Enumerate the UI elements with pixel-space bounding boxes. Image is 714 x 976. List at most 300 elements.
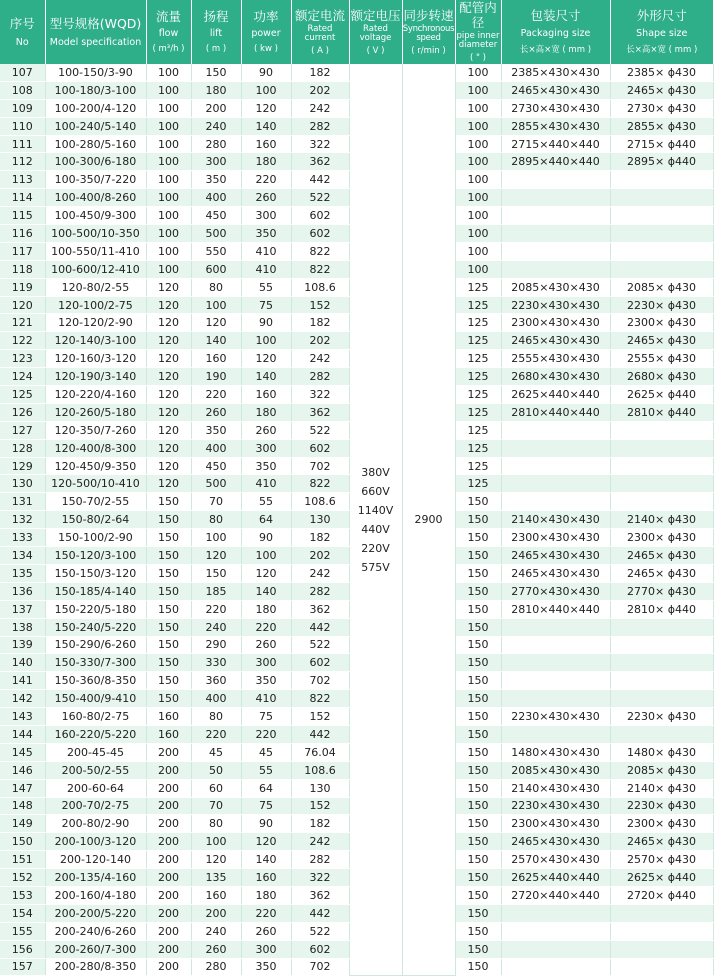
row-shape-size bbox=[610, 904, 713, 922]
row-current: 242 bbox=[291, 350, 349, 368]
row-no: 127 bbox=[0, 421, 45, 439]
row-pack-size: 1480×430×430 bbox=[501, 743, 610, 761]
row-power: 180 bbox=[241, 403, 291, 421]
row-pack-size bbox=[501, 493, 610, 511]
row-shape-size: 1480× ϕ430 bbox=[610, 743, 713, 761]
row-power: 100 bbox=[241, 81, 291, 99]
row-model: 200-60-64 bbox=[45, 779, 146, 797]
row-pack-size: 2085×430×430 bbox=[501, 761, 610, 779]
header-pack-size bbox=[501, 0, 610, 64]
row-power: 64 bbox=[241, 779, 291, 797]
header-flow-unit: ( m³/h ) bbox=[152, 44, 185, 54]
row-power: 45 bbox=[241, 743, 291, 761]
row-current: 602 bbox=[291, 439, 349, 457]
row-power: 350 bbox=[241, 672, 291, 690]
row-current: 152 bbox=[291, 797, 349, 815]
row-model: 150-80/2-64 bbox=[45, 511, 146, 529]
row-lift: 190 bbox=[191, 368, 241, 386]
row-pack-size bbox=[501, 225, 610, 243]
row-flow: 200 bbox=[146, 815, 191, 833]
row-no: 149 bbox=[0, 815, 45, 833]
row-pipe-diameter: 100 bbox=[455, 171, 501, 189]
row-shape-size bbox=[610, 922, 713, 940]
row-model: 120-400/8-300 bbox=[45, 439, 146, 457]
row-power: 75 bbox=[241, 708, 291, 726]
row-power: 140 bbox=[241, 582, 291, 600]
row-power: 410 bbox=[241, 242, 291, 260]
row-no: 110 bbox=[0, 117, 45, 135]
header-pack-unit: 长×高×宽 ( mm ) bbox=[519, 45, 592, 55]
row-pipe-diameter: 125 bbox=[455, 332, 501, 350]
row-pack-size: 2570×430×430 bbox=[501, 851, 610, 869]
row-no: 148 bbox=[0, 797, 45, 815]
row-pack-size: 2465×430×430 bbox=[501, 564, 610, 582]
row-shape-size bbox=[610, 439, 713, 457]
row-no: 144 bbox=[0, 725, 45, 743]
row-no: 141 bbox=[0, 672, 45, 690]
row-current: 182 bbox=[291, 314, 349, 332]
header-sync-zh: 同步转速 bbox=[403, 7, 454, 23]
row-lift: 220 bbox=[191, 600, 241, 618]
row-flow: 150 bbox=[146, 529, 191, 547]
row-pack-size bbox=[501, 242, 610, 260]
row-flow: 120 bbox=[146, 332, 191, 350]
row-shape-size: 2140× ϕ430 bbox=[610, 511, 713, 529]
row-pack-size: 2810×440×440 bbox=[501, 403, 610, 421]
row-pipe-diameter: 150 bbox=[455, 869, 501, 887]
row-no: 155 bbox=[0, 922, 45, 940]
row-power: 410 bbox=[241, 690, 291, 708]
row-no: 121 bbox=[0, 314, 45, 332]
row-pipe-diameter: 125 bbox=[455, 368, 501, 386]
row-shape-size bbox=[610, 260, 713, 278]
row-no: 157 bbox=[0, 958, 45, 976]
row-flow: 120 bbox=[146, 368, 191, 386]
row-lift: 290 bbox=[191, 636, 241, 654]
row-flow: 150 bbox=[146, 654, 191, 672]
row-pipe-diameter: 125 bbox=[455, 439, 501, 457]
voltage-option: 660V bbox=[361, 484, 390, 498]
row-flow: 160 bbox=[146, 725, 191, 743]
row-pack-size bbox=[501, 171, 610, 189]
row-no: 135 bbox=[0, 564, 45, 582]
row-flow: 200 bbox=[146, 833, 191, 851]
header-voltage-zh: 额定电压 bbox=[350, 7, 401, 23]
row-flow: 200 bbox=[146, 958, 191, 976]
row-no: 109 bbox=[0, 99, 45, 117]
row-lift: 300 bbox=[191, 153, 241, 171]
row-flow: 100 bbox=[146, 260, 191, 278]
row-flow: 200 bbox=[146, 869, 191, 887]
row-pack-size: 2300×430×430 bbox=[501, 529, 610, 547]
row-flow: 100 bbox=[146, 207, 191, 225]
row-current: 322 bbox=[291, 869, 349, 887]
row-current: 182 bbox=[291, 815, 349, 833]
row-lift: 80 bbox=[191, 708, 241, 726]
row-pack-size: 2085×430×430 bbox=[501, 278, 610, 296]
header-shape-zh: 外形尺寸 bbox=[636, 8, 687, 23]
row-no: 142 bbox=[0, 690, 45, 708]
row-pack-size: 2465×430×430 bbox=[501, 547, 610, 565]
row-pack-size: 2300×430×430 bbox=[501, 815, 610, 833]
header-current bbox=[291, 0, 349, 64]
header-lift-zh: 扬程 bbox=[203, 9, 229, 24]
rated-voltage-cell bbox=[349, 64, 402, 976]
row-pack-size bbox=[501, 260, 610, 278]
row-current: 322 bbox=[291, 135, 349, 153]
row-pack-size: 2555×430×430 bbox=[501, 350, 610, 368]
row-current: 108.6 bbox=[291, 278, 349, 296]
row-lift: 80 bbox=[191, 511, 241, 529]
row-shape-size: 2895× ϕ440 bbox=[610, 153, 713, 171]
row-pipe-diameter: 100 bbox=[455, 99, 501, 117]
row-lift: 280 bbox=[191, 135, 241, 153]
row-pipe-diameter: 125 bbox=[455, 421, 501, 439]
row-flow: 100 bbox=[146, 64, 191, 81]
row-flow: 150 bbox=[146, 672, 191, 690]
row-pipe-diameter: 150 bbox=[455, 904, 501, 922]
header-no-en: No bbox=[15, 37, 29, 48]
header-pack-en: Packaging size bbox=[520, 28, 591, 39]
header-current-unit: ( A ) bbox=[311, 45, 329, 56]
row-flow: 100 bbox=[146, 225, 191, 243]
header-sync-speed bbox=[402, 0, 455, 64]
row-flow: 100 bbox=[146, 81, 191, 99]
header-shape-size bbox=[610, 0, 713, 64]
row-pack-size bbox=[501, 457, 610, 475]
row-no: 140 bbox=[0, 654, 45, 672]
row-pack-size bbox=[501, 618, 610, 636]
row-pipe-diameter: 100 bbox=[455, 260, 501, 278]
row-shape-size: 2570× ϕ430 bbox=[610, 851, 713, 869]
header-power-unit: ( kw ) bbox=[254, 44, 278, 54]
row-pack-size: 2465×430×430 bbox=[501, 833, 610, 851]
header-voltage-unit: ( V ) bbox=[366, 45, 385, 56]
row-no: 153 bbox=[0, 886, 45, 904]
row-power: 160 bbox=[241, 869, 291, 887]
row-power: 75 bbox=[241, 296, 291, 314]
row-power: 120 bbox=[241, 99, 291, 117]
header-no-zh: 序号 bbox=[9, 16, 35, 31]
row-no: 138 bbox=[0, 618, 45, 636]
row-shape-size bbox=[610, 225, 713, 243]
row-shape-size bbox=[610, 207, 713, 225]
row-lift: 70 bbox=[191, 493, 241, 511]
row-no: 143 bbox=[0, 708, 45, 726]
row-model: 150-290/6-260 bbox=[45, 636, 146, 654]
row-pipe-diameter: 150 bbox=[455, 815, 501, 833]
row-lift: 500 bbox=[191, 225, 241, 243]
header-pipe-unit: ( " ) bbox=[470, 53, 486, 63]
row-lift: 50 bbox=[191, 761, 241, 779]
row-lift: 600 bbox=[191, 260, 241, 278]
row-pipe-diameter: 150 bbox=[455, 833, 501, 851]
row-model: 100-240/5-140 bbox=[45, 117, 146, 135]
row-lift: 330 bbox=[191, 654, 241, 672]
row-no: 128 bbox=[0, 439, 45, 457]
row-model: 150-120/3-100 bbox=[45, 547, 146, 565]
row-shape-size: 2625× ϕ440 bbox=[610, 869, 713, 887]
row-pack-size: 2895×440×440 bbox=[501, 153, 610, 171]
row-flow: 150 bbox=[146, 690, 191, 708]
row-flow: 120 bbox=[146, 439, 191, 457]
row-power: 180 bbox=[241, 886, 291, 904]
row-pipe-diameter: 125 bbox=[455, 296, 501, 314]
voltage-option: 220V bbox=[361, 541, 390, 555]
row-model: 120-80/2-55 bbox=[45, 278, 146, 296]
row-no: 130 bbox=[0, 475, 45, 493]
row-pipe-diameter: 100 bbox=[455, 135, 501, 153]
row-pack-size: 2230×430×430 bbox=[501, 708, 610, 726]
row-shape-size bbox=[610, 654, 713, 672]
row-current: 442 bbox=[291, 171, 349, 189]
row-pack-size: 2140×430×430 bbox=[501, 511, 610, 529]
row-no: 147 bbox=[0, 779, 45, 797]
row-flow: 120 bbox=[146, 278, 191, 296]
row-current: 76.04 bbox=[291, 743, 349, 761]
row-shape-size: 2085× ϕ430 bbox=[610, 761, 713, 779]
row-pack-size bbox=[501, 439, 610, 457]
row-power: 55 bbox=[241, 278, 291, 296]
row-power: 180 bbox=[241, 153, 291, 171]
row-lift: 220 bbox=[191, 386, 241, 404]
row-no: 123 bbox=[0, 350, 45, 368]
row-pipe-diameter: 125 bbox=[455, 386, 501, 404]
row-model: 120-140/3-100 bbox=[45, 332, 146, 350]
row-flow: 120 bbox=[146, 314, 191, 332]
row-model: 120-120/2-90 bbox=[45, 314, 146, 332]
row-pipe-diameter: 150 bbox=[455, 940, 501, 958]
row-pack-size: 2300×430×430 bbox=[501, 314, 610, 332]
row-lift: 450 bbox=[191, 457, 241, 475]
row-flow: 120 bbox=[146, 403, 191, 421]
row-current: 242 bbox=[291, 833, 349, 851]
row-lift: 120 bbox=[191, 314, 241, 332]
row-model: 200-120-140 bbox=[45, 851, 146, 869]
row-no: 150 bbox=[0, 833, 45, 851]
row-lift: 240 bbox=[191, 117, 241, 135]
header-flow bbox=[146, 0, 191, 64]
row-lift: 220 bbox=[191, 725, 241, 743]
row-current: 822 bbox=[291, 260, 349, 278]
row-pipe-diameter: 150 bbox=[455, 600, 501, 618]
row-model: 120-190/3-140 bbox=[45, 368, 146, 386]
header-current-en: Rated current bbox=[304, 23, 336, 43]
row-power: 140 bbox=[241, 117, 291, 135]
row-no: 119 bbox=[0, 278, 45, 296]
row-pipe-diameter: 150 bbox=[455, 761, 501, 779]
row-current: 202 bbox=[291, 332, 349, 350]
header-lift bbox=[191, 0, 241, 64]
row-shape-size bbox=[610, 171, 713, 189]
row-power: 180 bbox=[241, 600, 291, 618]
row-flow: 100 bbox=[146, 189, 191, 207]
row-model: 200-280/8-350 bbox=[45, 958, 146, 976]
row-lift: 280 bbox=[191, 958, 241, 976]
row-power: 140 bbox=[241, 368, 291, 386]
row-shape-size: 2465× ϕ430 bbox=[610, 564, 713, 582]
row-model: 200-160/4-180 bbox=[45, 886, 146, 904]
row-current: 362 bbox=[291, 600, 349, 618]
row-pack-size: 2770×430×430 bbox=[501, 582, 610, 600]
row-shape-size: 2230× ϕ430 bbox=[610, 797, 713, 815]
row-current: 442 bbox=[291, 725, 349, 743]
row-no: 114 bbox=[0, 189, 45, 207]
row-lift: 140 bbox=[191, 332, 241, 350]
row-model: 150-70/2-55 bbox=[45, 493, 146, 511]
row-model: 200-70/2-75 bbox=[45, 797, 146, 815]
header-no bbox=[0, 0, 45, 64]
row-current: 362 bbox=[291, 403, 349, 421]
header-current-zh: 额定电流 bbox=[294, 7, 345, 23]
row-pipe-diameter: 150 bbox=[455, 636, 501, 654]
row-model: 200-200/5-220 bbox=[45, 904, 146, 922]
row-flow: 100 bbox=[146, 99, 191, 117]
row-model: 160-80/2-75 bbox=[45, 708, 146, 726]
row-no: 145 bbox=[0, 743, 45, 761]
table-body bbox=[0, 64, 713, 976]
row-no: 126 bbox=[0, 403, 45, 421]
row-pack-size: 2385×430×430 bbox=[501, 64, 610, 81]
row-pack-size bbox=[501, 725, 610, 743]
row-current: 322 bbox=[291, 386, 349, 404]
row-model: 120-260/5-180 bbox=[45, 403, 146, 421]
row-no: 146 bbox=[0, 761, 45, 779]
row-shape-size: 2770× ϕ430 bbox=[610, 582, 713, 600]
row-flow: 120 bbox=[146, 350, 191, 368]
row-flow: 200 bbox=[146, 922, 191, 940]
row-shape-size: 2085× ϕ430 bbox=[610, 278, 713, 296]
row-lift: 240 bbox=[191, 922, 241, 940]
row-shape-size: 2230× ϕ430 bbox=[610, 296, 713, 314]
row-current: 822 bbox=[291, 242, 349, 260]
row-flow: 150 bbox=[146, 618, 191, 636]
row-shape-size: 2465× ϕ430 bbox=[610, 833, 713, 851]
row-flow: 200 bbox=[146, 851, 191, 869]
row-model: 150-330/7-300 bbox=[45, 654, 146, 672]
row-lift: 150 bbox=[191, 64, 241, 81]
row-model: 150-240/5-220 bbox=[45, 618, 146, 636]
row-current: 282 bbox=[291, 851, 349, 869]
header-power-en: power bbox=[251, 28, 281, 39]
row-model: 200-100/3-120 bbox=[45, 833, 146, 851]
row-shape-size bbox=[610, 189, 713, 207]
row-flow: 100 bbox=[146, 242, 191, 260]
row-no: 137 bbox=[0, 600, 45, 618]
row-pack-size: 2625×440×440 bbox=[501, 869, 610, 887]
row-power: 300 bbox=[241, 654, 291, 672]
row-power: 140 bbox=[241, 851, 291, 869]
row-lift: 70 bbox=[191, 797, 241, 815]
row-current: 130 bbox=[291, 779, 349, 797]
row-current: 602 bbox=[291, 654, 349, 672]
row-flow: 150 bbox=[146, 636, 191, 654]
row-pack-size: 2680×430×430 bbox=[501, 368, 610, 386]
row-pipe-diameter: 125 bbox=[455, 314, 501, 332]
voltage-option: 380V bbox=[361, 465, 390, 479]
row-flow: 100 bbox=[146, 117, 191, 135]
row-pack-size bbox=[501, 189, 610, 207]
row-pack-size bbox=[501, 654, 610, 672]
row-model: 100-280/5-160 bbox=[45, 135, 146, 153]
row-current: 442 bbox=[291, 904, 349, 922]
row-power: 160 bbox=[241, 135, 291, 153]
row-pipe-diameter: 125 bbox=[455, 457, 501, 475]
row-power: 410 bbox=[241, 475, 291, 493]
row-pack-size: 2625×440×440 bbox=[501, 386, 610, 404]
header-power bbox=[241, 0, 291, 64]
row-pipe-diameter: 125 bbox=[455, 350, 501, 368]
row-pipe-diameter: 150 bbox=[455, 547, 501, 565]
row-no: 156 bbox=[0, 940, 45, 958]
row-no: 129 bbox=[0, 457, 45, 475]
row-no: 107 bbox=[0, 64, 45, 81]
row-power: 350 bbox=[241, 958, 291, 976]
row-current: 702 bbox=[291, 457, 349, 475]
row-pipe-diameter: 100 bbox=[455, 189, 501, 207]
row-pack-size: 2810×440×440 bbox=[501, 600, 610, 618]
row-current: 522 bbox=[291, 922, 349, 940]
row-lift: 80 bbox=[191, 278, 241, 296]
row-pack-size bbox=[501, 904, 610, 922]
row-power: 100 bbox=[241, 332, 291, 350]
row-pipe-diameter: 150 bbox=[455, 922, 501, 940]
header-pipe-en: pipe inner diameter bbox=[456, 31, 500, 50]
row-pipe-diameter: 125 bbox=[455, 278, 501, 296]
row-lift: 500 bbox=[191, 475, 241, 493]
row-shape-size: 2230× ϕ430 bbox=[610, 708, 713, 726]
row-flow: 150 bbox=[146, 582, 191, 600]
row-power: 300 bbox=[241, 439, 291, 457]
row-current: 602 bbox=[291, 207, 349, 225]
row-lift: 185 bbox=[191, 582, 241, 600]
row-pipe-diameter: 100 bbox=[455, 117, 501, 135]
row-power: 260 bbox=[241, 922, 291, 940]
row-flow: 200 bbox=[146, 797, 191, 815]
row-model: 100-150/3-90 bbox=[45, 64, 146, 81]
row-pipe-diameter: 150 bbox=[455, 672, 501, 690]
row-shape-size: 2555× ϕ430 bbox=[610, 350, 713, 368]
row-model: 150-220/5-180 bbox=[45, 600, 146, 618]
row-lift: 260 bbox=[191, 403, 241, 421]
row-model: 150-100/2-90 bbox=[45, 529, 146, 547]
row-current: 602 bbox=[291, 940, 349, 958]
row-shape-size: 2300× ϕ430 bbox=[610, 314, 713, 332]
sync-speed-value: 2900 bbox=[414, 513, 443, 527]
row-model: 100-180/3-100 bbox=[45, 81, 146, 99]
row-power: 160 bbox=[241, 386, 291, 404]
row-pack-size bbox=[501, 421, 610, 439]
row-pack-size: 2730×430×430 bbox=[501, 99, 610, 117]
row-pipe-diameter: 100 bbox=[455, 153, 501, 171]
row-no: 108 bbox=[0, 81, 45, 99]
row-lift: 240 bbox=[191, 618, 241, 636]
row-shape-size: 2300× ϕ430 bbox=[610, 529, 713, 547]
row-lift: 400 bbox=[191, 189, 241, 207]
row-pack-size: 2465×430×430 bbox=[501, 81, 610, 99]
row-no: 154 bbox=[0, 904, 45, 922]
row-pipe-diameter: 150 bbox=[455, 529, 501, 547]
row-shape-size bbox=[610, 690, 713, 708]
row-model: 120-100/2-75 bbox=[45, 296, 146, 314]
row-shape-size: 2680× ϕ430 bbox=[610, 368, 713, 386]
row-current: 108.6 bbox=[291, 493, 349, 511]
row-pipe-diameter: 150 bbox=[455, 743, 501, 761]
row-no: 113 bbox=[0, 171, 45, 189]
voltage-list bbox=[350, 466, 402, 574]
row-power: 90 bbox=[241, 815, 291, 833]
row-pipe-diameter: 150 bbox=[455, 851, 501, 869]
